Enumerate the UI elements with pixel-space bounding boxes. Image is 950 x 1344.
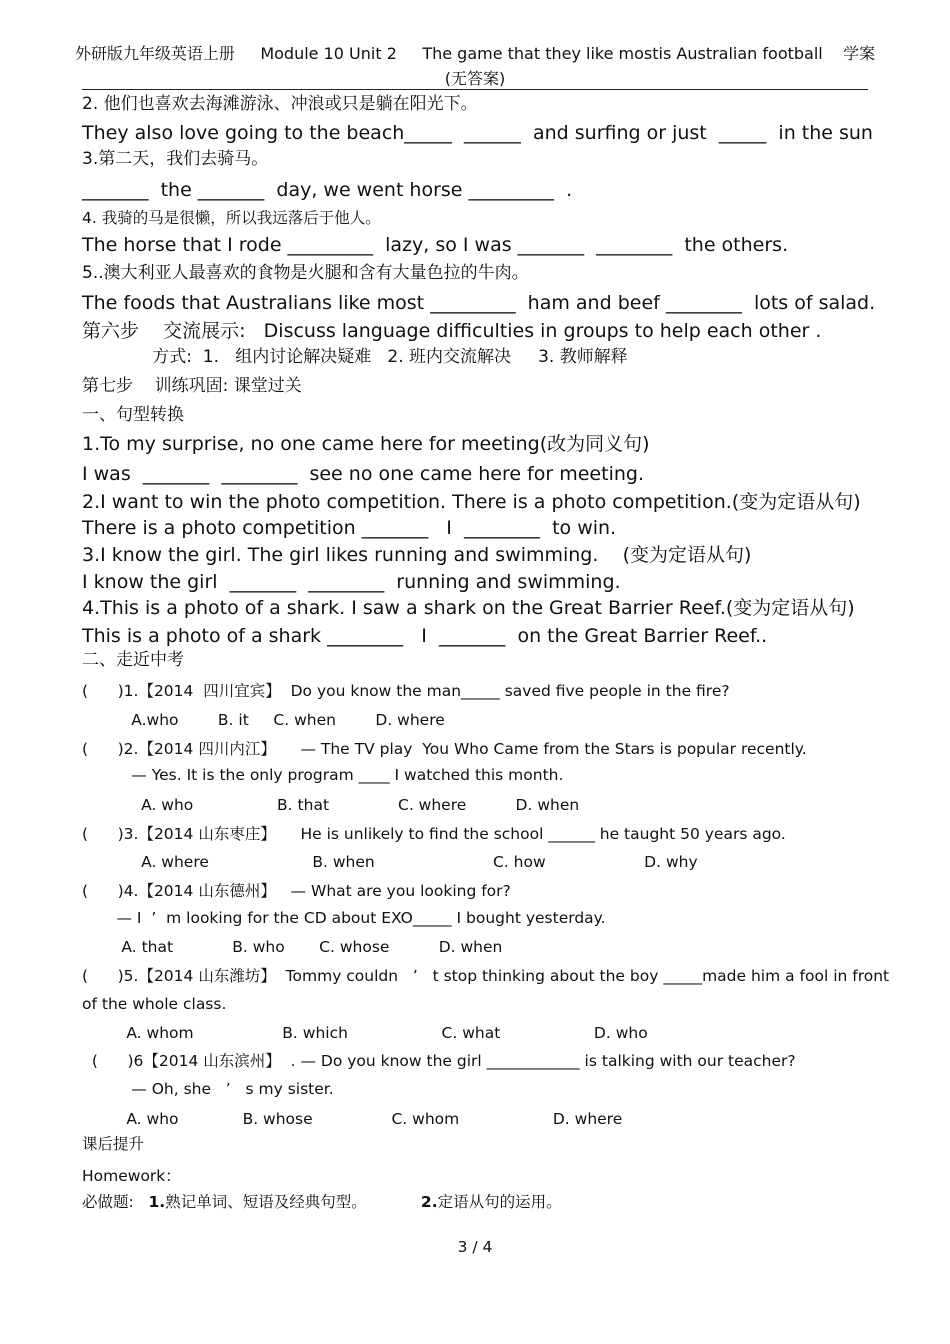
exam-question: — I ’ m looking for the CD about EXO_____ I bought yesterday. — [82, 909, 606, 927]
exam-options: A. who B. that C. where D. when — [82, 796, 580, 814]
text-line: They also love going to the beach_____ ______ and surfing or just _____ in the sun — [82, 122, 873, 144]
text-line: 方式: 1. 组内讨论解决疑难 2. 班内交流解决 3. 教师解释 — [82, 347, 628, 367]
homework-required — [82, 1195, 562, 1211]
exam-question: ( )2.【2014 四川内江】 — The TV play You Who Came from the Stars is popular recently. — [82, 740, 807, 758]
item-text: 定语从句的运用。 — [437, 1193, 562, 1211]
header-title: 外研版九年级英语上册 Module 10 Unit 2 The game that they like mostis Australian football 学案 — [74, 44, 876, 63]
section-heading: 二、走近中考 — [82, 650, 184, 670]
exam-options: A.who B. it C. when D. where — [82, 711, 445, 729]
text-line: _______ the _______ day, we went horse _________ . — [82, 179, 573, 201]
exam-question: — Yes. It is the only program ____ I watched this month. — [82, 766, 564, 784]
exercise-question: 3.I know the girl. The girl likes running and swimming. (变为定语从句) — [82, 544, 752, 566]
text-line: 2. 他们也喜欢去海滩游泳、冲浪或只是躺在阳光下。 — [82, 94, 478, 114]
exercise-question: 2.I want to win the photo competition. There is a photo competition.(变为定语从句) — [82, 491, 861, 513]
section-heading: 课后提升 — [82, 1135, 145, 1153]
section-heading: 第七步 训练巩固: 课堂过关 — [82, 376, 302, 396]
exercise-answer: I was _______ ________ see no one came here for meeting. — [82, 463, 644, 485]
exercise-answer: I know the girl _______ ________ running and swimming. — [82, 571, 621, 593]
text-line: The horse that I rode _________ lazy, so I was _______ ________ the others. — [82, 234, 789, 256]
exam-question: ( )5.【2014 山东潍坊】 Tommy couldn ’ t stop thinking about the boy _____made him a fool in front — [82, 967, 890, 985]
exam-options: A. whom B. which C. what D. who — [82, 1024, 648, 1042]
exam-question: ( )6【2014 山东滨州】 . — Do you know the girl ____________ is talking with our teacher? — [82, 1052, 796, 1070]
exercise-question: 4.This is a photo of a shark. I saw a shark on the Great Barrier Reef.(变为定语从句) — [82, 597, 855, 619]
homework-label: Homework： — [82, 1167, 181, 1185]
text-line: 5..澳大利亚人最喜欢的食物是火腿和含有大量色拉的牛肉。 — [82, 263, 529, 283]
exam-options: A. who B. whose C. whom D. where — [82, 1110, 623, 1128]
item-number: 1. — [148, 1193, 166, 1211]
exam-options: A. that B. who C. whose D. when — [82, 938, 503, 956]
exam-question: ( )3.【2014 山东枣庄】 He is unlikely to find the school ______ he taught 50 years ago. — [82, 825, 786, 843]
header-rule — [82, 89, 868, 90]
page-number: 3 / 4 — [457, 1238, 493, 1256]
header-subtitle: (无答案) — [444, 69, 506, 88]
text-line: 3.第二天，我们去骑马。 — [82, 149, 269, 169]
text-line: The foods that Australians like most _________ ham and beef ________ lots of salad. — [82, 292, 876, 314]
section-heading: 一、句型转换 — [82, 405, 184, 425]
item-text: 熟记单词、短语及经典句型。 — [165, 1193, 421, 1211]
text-line: 第六步 交流展示: Discuss language difficulties in groups to help each other . — [82, 320, 822, 342]
item-number: 2. — [420, 1193, 438, 1211]
exercise-question: 1.To my surprise, no one came here for meeting(改为同义句) — [82, 433, 650, 455]
exercise-answer: There is a photo competition _______ I ________ to win. — [82, 517, 617, 539]
exam-options: A. where B. when C. how D. why — [82, 853, 698, 871]
exam-question: — Oh, she ’ s my sister. — [82, 1080, 334, 1098]
exam-question: of the whole class. — [82, 995, 227, 1013]
exam-question: ( )4.【2014 山东德州】 — What are you looking for? — [82, 882, 511, 900]
exam-question: ( )1.【2014 四川宜宾】 Do you know the man_____ saved five people in the fire? — [82, 682, 730, 700]
text-line: 4. 我骑的马是很懒，所以我远落后于他人。 — [82, 209, 381, 227]
required-prefix: 必做题: — [82, 1193, 149, 1211]
exercise-answer: This is a photo of a shark ________ I _______ on the Great Barrier Reef.. — [82, 625, 768, 647]
